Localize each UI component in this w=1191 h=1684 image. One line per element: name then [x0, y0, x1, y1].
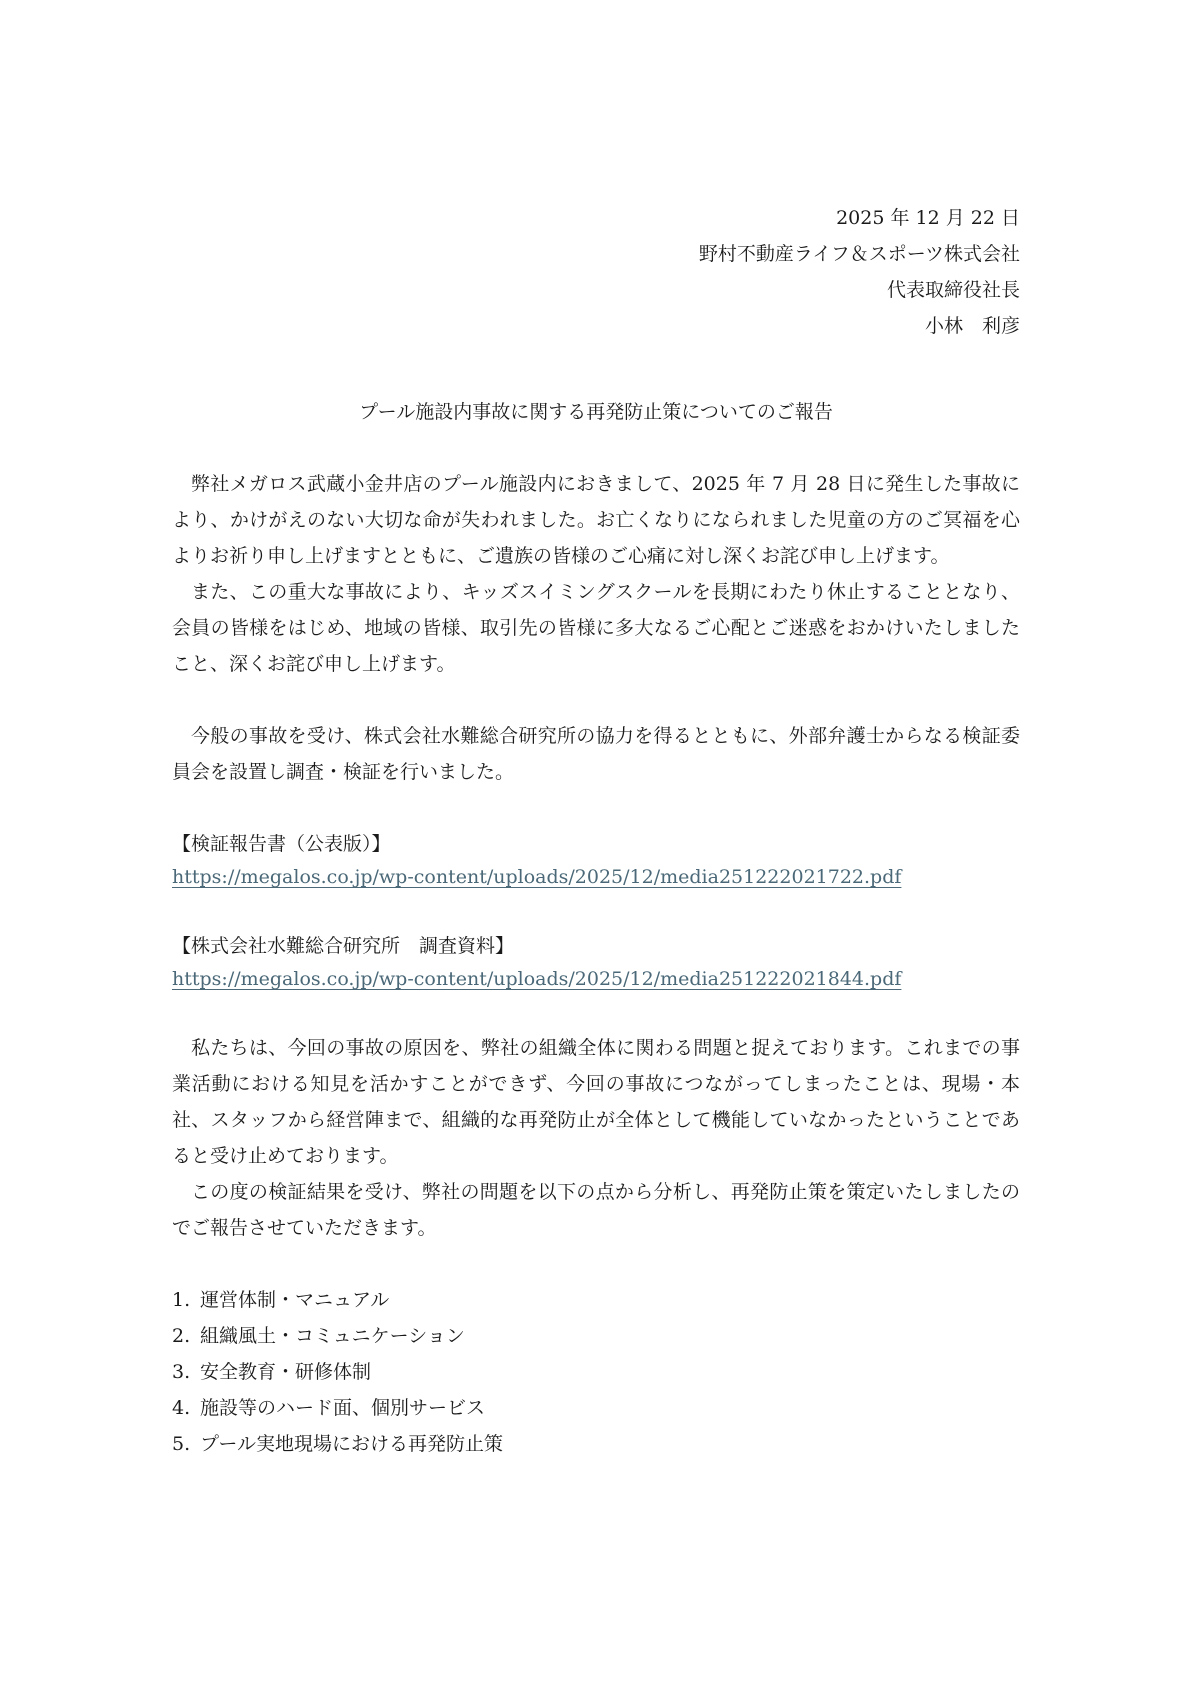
- paragraph-cause: 私たちは、今回の事故の原因を、弊社の組織全体に関わる問題と捉えております。これまでの事業活動における知見を活かすことができず、今回の事故につながってしまったことは、現場・本社、スタッフから経営陣まで、組織的な再発防止が全体として機能していなかったということであると受け止めております。: [172, 1037, 1020, 1167]
- paragraph-measures-intro: この度の検証結果を受け、弊社の問題を以下の点から分析し、再発防止策を策定いたしましたのでご報告させていただきます。: [172, 1181, 1020, 1239]
- letter-header: [172, 200, 1020, 344]
- list-item: [172, 1390, 1020, 1426]
- paragraph-investigation: 今般の事故を受け、株式会社水難総合研究所の協力を得るとともに、外部弁護士からなる検証委員会を設置し調査・検証を行いました。: [172, 725, 1020, 783]
- list-item: [172, 1318, 1020, 1354]
- list-item-number: 3.: [172, 1361, 191, 1383]
- document-title: プール施設内事故に関する再発防止策についてのご報告: [359, 401, 833, 423]
- issue-date: 2025 年 12 月 22 日: [836, 207, 1020, 229]
- list-item-number: 1.: [172, 1289, 191, 1311]
- list-item-text: 施設等のハード面、個別サービス: [200, 1397, 486, 1419]
- signer-position: 代表取締役社長: [886, 279, 1020, 301]
- list-item: [172, 1282, 1020, 1318]
- paragraph-suspension: また、この重大な事故により、キッズスイミングスクールを長期にわたり休止することとなり、会員の皆様をはじめ、地域の皆様、取引先の皆様に多大なるご心配とご迷惑をおかけいたしましたこと、深くお詫び申し上げます。: [172, 581, 1020, 675]
- list-item-text: 安全教育・研修体制: [200, 1361, 372, 1383]
- list-item: [172, 1426, 1020, 1462]
- list-item-text: プール実地現場における再発防止策: [200, 1433, 504, 1455]
- measures-list: [172, 1282, 1020, 1462]
- reference-link[interactable]: https://megalos.co.jp/wp-content/uploads/2025/12/media251222021844.pdf: [172, 968, 902, 990]
- list-item: [172, 1354, 1020, 1390]
- document-page: [172, 200, 1020, 1462]
- paragraph-apology: 弊社メガロス武蔵小金井店のプール施設内におきまして、2025 年 7 月 28 日に発生した事故により、かけがえのない大切な命が失われました。お亡くなりになられました児童の方のご冥福を心よりお祈り申し上げますとともに、ご遺族の皆様のご心痛に対し深くお詫び申し上げます。: [172, 473, 1020, 567]
- list-item-text: 組織風土・コミュニケーション: [200, 1325, 465, 1347]
- reference-block: [172, 928, 1020, 994]
- list-item-number: 4.: [172, 1397, 191, 1419]
- reference-label: 【検証報告書（公表版）】: [172, 833, 391, 855]
- list-item-number: 2.: [172, 1325, 191, 1347]
- reference-link[interactable]: https://megalos.co.jp/wp-content/uploads/2025/12/media251222021722.pdf: [172, 866, 902, 888]
- company-name: 野村不動産ライフ＆スポーツ株式会社: [698, 243, 1020, 265]
- list-item-text: 運営体制・マニュアル: [200, 1289, 390, 1311]
- reference-block: [172, 826, 1020, 892]
- reference-label: 【株式会社水難総合研究所 調査資料】: [172, 935, 515, 957]
- list-item-number: 5.: [172, 1433, 191, 1455]
- signer-name: 小林 利彦: [924, 315, 1020, 337]
